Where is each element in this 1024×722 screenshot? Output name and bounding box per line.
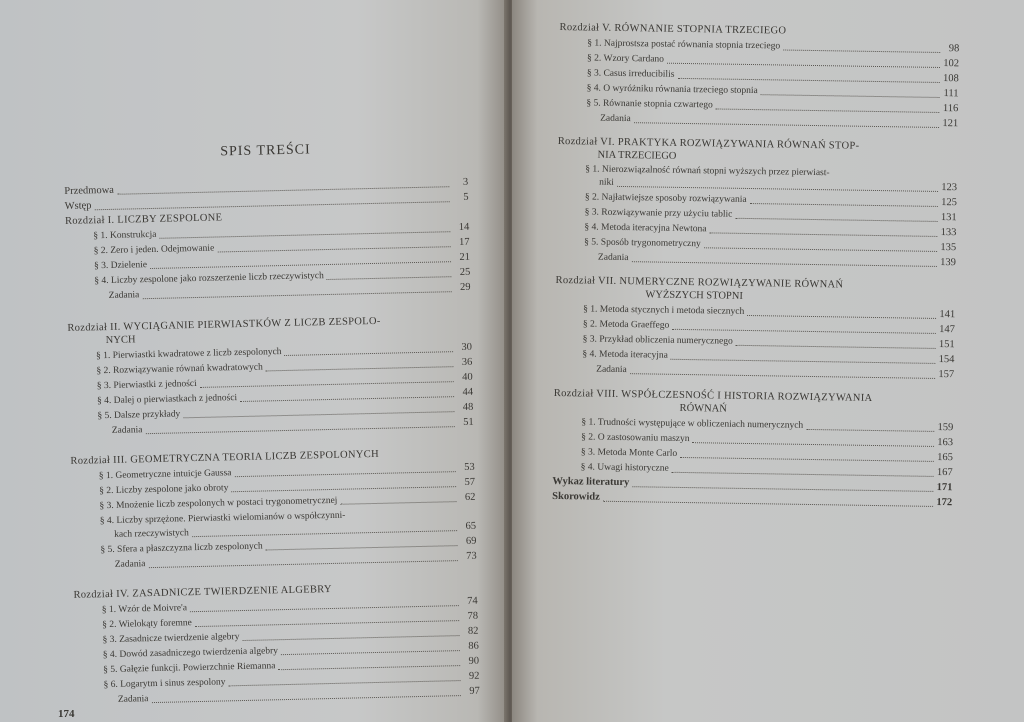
toc-entry-label: § 2. Rozwiązywanie równań kwadratowych [96,362,263,377]
dot-leader [192,529,457,537]
dot-leader [217,245,450,252]
toc-entry-label: Wstęp [64,200,92,212]
toc-entry-label: § 3. Casus irreducibilis [586,68,675,80]
dot-leader [152,694,461,703]
toc-entry-label: § 6. Logarytm i sinus zespolony [103,677,226,691]
toc-entry-label: Zadania [600,113,631,125]
toc-page-number: 108 [942,73,959,85]
toc-page-number: 51 [463,416,474,428]
toc-page-number: 133 [940,227,957,239]
toc-page-number: 29 [460,281,471,293]
dot-leader [631,260,936,267]
dot-leader [672,327,936,333]
toc-entry-label: § 1. Metoda stycznych i metoda siecznych [583,304,745,317]
toc-page-number: 97 [469,685,480,697]
dot-leader [672,470,934,476]
toc-page-number: 111 [943,88,959,100]
toc-page-number: 65 [465,520,477,532]
dot-leader [340,500,456,505]
dot-leader [200,380,454,388]
toc-entry-label: Zadania [117,694,149,705]
toc-page-number: 40 [462,371,473,383]
dot-leader [327,275,452,280]
toc-entry-label: Zadania [596,364,627,376]
toc-entry-label: Zadania [597,252,629,264]
toc-page-number: 131 [940,212,957,224]
toc-entry-label: § 4. Metoda iteracyjna Newtona [584,222,707,235]
toc-entry-label: § 3. Rozwiązywanie przy użyciu tablic [584,207,733,220]
toc-page-number: 92 [468,670,480,682]
toc-page-number: 5 [463,191,469,203]
toc-page-number: 172 [936,496,953,509]
toc-entry-label: § 2. O zastosowaniu maszyn [581,432,690,445]
toc-page-number: 73 [466,550,477,562]
dot-leader [242,634,459,641]
page-number: 174 [58,708,75,720]
dot-leader [709,231,937,237]
toc-page-number: 48 [462,401,474,413]
toc-page-number: 86 [468,640,479,652]
dot-leader [667,61,940,67]
toc-entry-label: § 3. Dzielenie [93,260,148,272]
toc-page-number: 163 [937,436,954,449]
toc-entry-label: niki [599,177,614,188]
toc-entry-label: Zadania [108,290,140,301]
dot-leader [806,428,934,432]
toc-entry-label: § 2. Najłatwiejsze sposoby rozwiązywania [584,192,747,205]
toc-entry-label: § 3. Zasadnicze twierdzenie algebry [102,632,240,646]
dot-leader [285,350,454,356]
dot-leader [617,185,938,192]
toc-entry-label: § 4. Dalej o pierwiastkach z jedności [96,393,238,407]
toc-entry-label: kach rzeczywistych [114,528,189,540]
chapter-heading: Rozdział IV. ZASADNICZE TWIERDZENIE ALGEBRY [73,583,332,601]
toc-entry-label: § 2. Zero i jeden. Odejmowanie [93,243,215,257]
toc-page-number: 165 [937,451,953,464]
chapter-heading: Rozdział VII. NUMERYCZNE ROZWIĄZYWANIE RÓWNAŃ [555,274,844,291]
toc-page-number: 69 [465,535,477,547]
dot-leader [190,604,459,612]
dot-leader [677,76,939,82]
toc-entry-label: § 4. Uwagi historyczne [580,462,669,474]
dot-leader [716,107,940,113]
toc-page-number: 141 [939,308,956,321]
dot-leader [148,559,457,568]
toc-entry-label: § 4. O wyróżniku równania trzeciego stopnia [586,83,758,97]
toc-page-number: 44 [462,386,474,398]
chapter-heading-cont: NYCH [105,334,136,347]
dot-leader [142,290,451,299]
chapter-heading: Rozdział III. GEOMETRYCZNA TEORIA LICZB ZESPOLONYCH [70,448,380,467]
toc-page-number: 53 [464,461,475,473]
dot-leader [235,470,456,477]
dot-leader [704,246,937,252]
toc-entry-label: § 2. Wielokąty foremne [102,618,192,631]
toc-title: SPIS TREŚCI [220,142,311,160]
dot-leader [195,619,459,627]
toc-entry-label: § 2. Metoda Graeffego [582,319,670,331]
toc-page-number: 3 [462,176,469,188]
toc-entry-label: § 5. Dalsze przykłady [97,409,181,422]
toc-entry-label: § 1. Pierwiastki kwadratowe z liczb zespolonych [95,347,282,362]
toc-entry-label: § 4. Dowód zasadniczego twierdzenia algebry [102,646,279,661]
dot-leader [145,425,454,434]
toc-entry-label: Przedmowa [64,184,115,197]
toc-entry-label: § 3. Mnożenie liczb zespolonych w postaci trygonometrycznej [99,495,338,512]
dot-leader [693,441,935,447]
toc-section: § 4. Liczby sprzężone. Pierwiastki wielomianów o współczynni- [99,510,346,527]
dot-leader [750,202,938,207]
toc-entry-label: § 4. Liczby zespolone jako rozszerzenie liczb rzeczywistych [94,271,324,287]
right-toc [552,0,960,509]
toc-page-number: 14 [458,221,470,234]
toc-page-number: 25 [459,266,471,278]
toc-entry-label: Skorowidz [552,490,600,503]
toc-page-number: 62 [464,491,476,503]
toc-entry-label: § 1. Najprostsza postać równania stopnia trzeciego [587,38,781,52]
chapter-heading: Rozdział V. RÓWNANIE STOPNIA TRZECIEGO [559,21,787,37]
toc-page-number: 21 [459,251,471,264]
toc-page-number: 17 [458,236,470,249]
toc-entry-label: § 3. Pierwiastki z jedności [96,378,197,392]
dot-leader [278,664,460,670]
toc-page-number: 98 [948,43,960,55]
chapter-heading-cont: WYŻSZYCH STOPNI [645,289,743,302]
dot-leader [266,365,454,371]
dot-leader [747,314,936,319]
toc-page-number: 167 [936,466,953,479]
toc-page-number: 116 [942,103,959,115]
dot-leader [736,343,936,348]
dot-leader [630,372,935,379]
toc-page-number: 57 [464,476,476,488]
dot-leader [231,485,456,492]
toc-entry-label: Wykaz literatury [552,475,630,489]
toc-entry-label: § 3. Przykład obliczenia numerycznego [582,334,733,347]
dot-leader [671,357,936,363]
dot-leader [680,456,934,462]
toc-page-number: 154 [938,353,955,366]
toc-page-number: 90 [468,655,480,667]
toc-page-number: 78 [467,610,479,622]
toc-entry-label: § 3. Metoda Monte Carlo [580,447,678,459]
dot-leader [240,395,454,402]
toc-page-number: 36 [461,356,473,368]
toc-page-number: 123 [941,182,958,194]
toc-entry-label: § 1. Geometryczne intuicje Gaussa [98,468,232,482]
left-page [0,0,508,722]
chapter-heading: Rozdział VI. PRAKTYKA ROZWIĄZYWANIA RÓWNAŃ STOP- [557,135,860,152]
dot-leader [281,649,460,655]
toc-page-number: 135 [940,242,957,254]
toc-entry-label: § 5. Gałęzie funkcji. Powierzchnie Riemanna [103,661,276,676]
dot-leader [228,679,460,686]
toc-page-number: 159 [937,421,954,434]
dot-leader [761,93,940,98]
dot-leader [783,48,940,52]
toc-page-number: 125 [941,197,957,209]
toc-page-number: 121 [942,118,959,130]
toc-entry-label: § 1. Trudności występujące w obliczeniach numerycznych [581,417,804,431]
toc-page-number: 102 [943,58,960,70]
toc-page-number: 151 [938,338,955,351]
toc-entry-label: Zadania [114,559,146,570]
toc-entry-label: § 2. Wzory Cardano [587,53,665,65]
toc-entry-label: § 1. Konstrukcja [93,229,157,242]
toc-entry-label: § 2. Liczby zespolone jako obroty [99,483,229,497]
toc-entry-label: § 4. Metoda iteracyjna [582,349,668,361]
chapter-heading-cont: NIA TRZECIEGO [597,149,677,162]
toc-page-number: 82 [467,625,479,637]
chapter-heading: Rozdział II. WYCIĄGANIE PIERWIASTKÓW Z LICZB ZESPOLO- [67,315,381,334]
toc-page-number: 74 [467,595,478,607]
toc-page-number: 147 [939,323,955,336]
toc-entry-label: § 1. Wzór de Moivre'a [101,603,188,616]
dot-leader [632,485,933,492]
toc-entry-label: § 5. Sposób trygonometryczny [584,237,701,250]
toc-page-number: 139 [940,257,957,269]
dot-leader [735,216,937,221]
toc-page-number: 157 [938,368,955,381]
toc-entry-label: Zadania [111,425,143,436]
right-page [512,0,1024,722]
toc-section: § 1. Nierozwiązalność równań stopni wyższych przez pierwiast- [585,164,830,179]
chapter-heading: Rozdział VIII. WSPÓŁCZESNOŚĆ I HISTORIA ROZWIĄZYWANIA [553,387,873,404]
chapter-heading-cont: RÓWNAŃ [679,402,727,415]
toc-entry-label: § 5. Równanie stopnia czwartego [586,98,713,111]
chapter-heading: Rozdział I. LICZBY ZESPOLONE [64,212,223,227]
toc-page-number: 171 [936,481,953,494]
dot-leader [266,544,458,550]
toc-entry-label: § 5. Sfera a płaszczyzna liczb zespolonych [100,541,263,556]
dot-leader [183,410,454,418]
dot-leader [603,499,933,506]
toc-page-number: 30 [461,341,473,353]
dot-leader [159,230,450,239]
dot-leader [634,121,939,128]
